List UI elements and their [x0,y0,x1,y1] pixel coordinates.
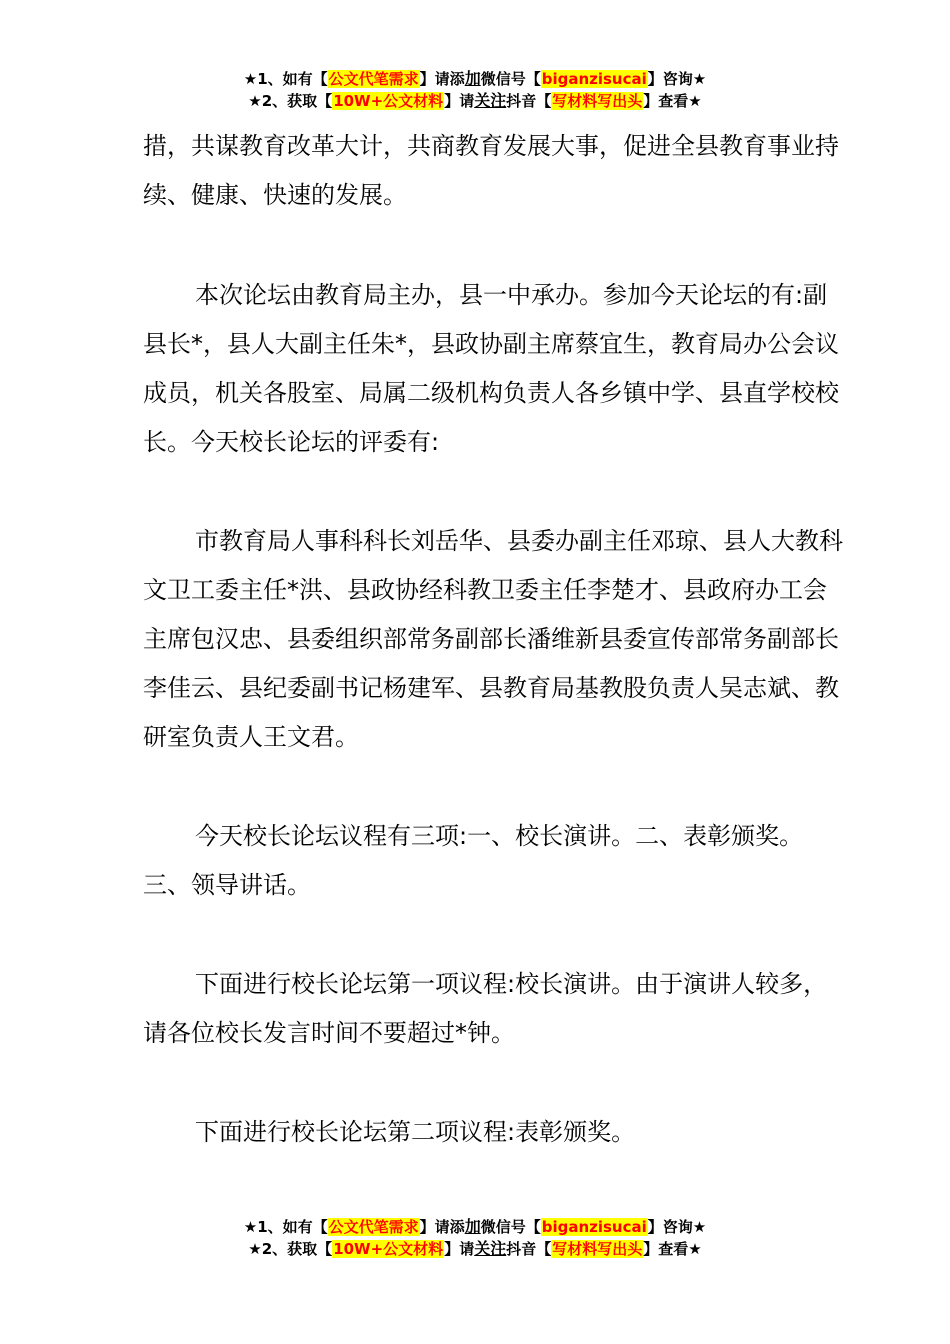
highlight-materials: 10W+公文材料 [333,1240,444,1258]
paragraph-judges: 市教育局人事科科长刘岳华、县委办副主任邓琼、县人大教科文卫工委主任*洪、县政协经科教卫委主任李楚才、县政府办工会主席包汉忠、县委组织部常务副部长潘维新县委宣传部常务副部长李佳云、县纪委副书记杨建军、县教育局基教股负责人吴志斌、教研室负责人王文君。 [143,527,843,751]
highlight-service: 公文代笔需求 [328,70,419,88]
highlight-wechat-id: biganzisucai [541,70,647,88]
highlight-service: 公文代笔需求 [328,1218,419,1236]
header-banner [0,68,950,112]
paragraph-continuation: 措，共谋教育改革大计，共商教育发展大事，促进全县教育事业持续、健康、快速的发展。 [143,132,839,209]
banner-line-1: ★1、如有【公文代笔需求】请添加微信号【biganzisucai】咨询★ [243,69,707,88]
banner-line-2: ★2、获取【10W+公文材料】请关注抖音【写材料写出头】查看★ [248,91,702,110]
highlight-materials: 10W+公文材料 [333,92,444,110]
paragraph-agenda: 今天校长论坛议程有三项:一、校长演讲。二、表彰颁奖。三、领导讲话。 [143,822,804,899]
paragraph-forum-organizers: 本次论坛由教育局主办，县一中承办。参加今天论坛的有:副县长*，县人大副主任朱*，县政协副主席蔡宜生，教育局办公会议成员，机关各股室、局属二级机构负责人各乡镇中学、县直学校校长。今天校长论坛的评委有: [143,281,839,456]
highlight-wechat-id: biganzisucai [541,1218,647,1236]
footer-banner [0,1216,950,1260]
highlight-douyin-account: 写材料写出头 [552,92,643,110]
document-body [143,122,843,1207]
banner-line-1: ★1、如有【公文代笔需求】请添加微信号【biganzisucai】咨询★ [243,1217,707,1236]
paragraph-agenda-item-1: 下面进行校长论坛第一项议程:校长演讲。由于演讲人较多，请各位校长发言时间不要超过*钟。 [143,970,828,1047]
banner-line-2: ★2、获取【10W+公文材料】请关注抖音【写材料写出头】查看★ [248,1239,702,1258]
paragraph-agenda-item-2: 下面进行校长论坛第二项议程:表彰颁奖。 [195,1118,636,1146]
highlight-douyin-account: 写材料写出头 [552,1240,643,1258]
